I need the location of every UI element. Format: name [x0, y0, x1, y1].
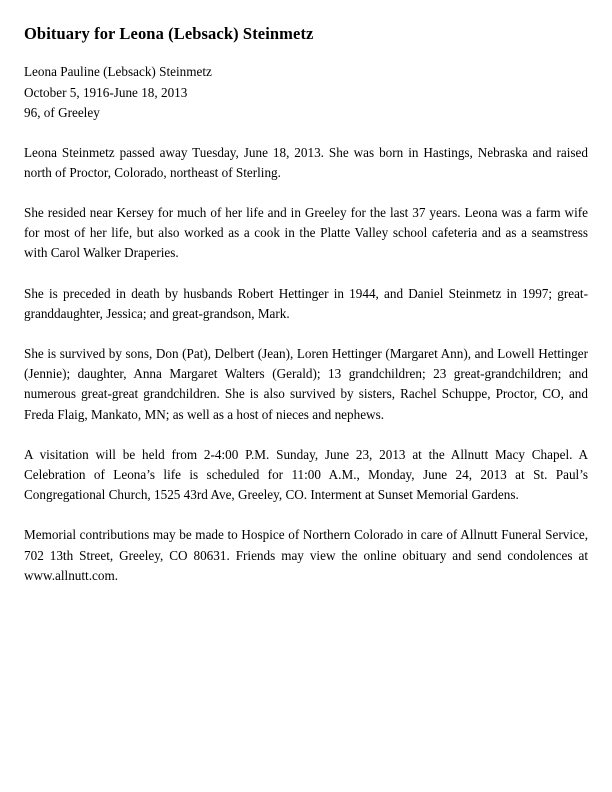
deceased-full-name: Leona Pauline (Lebsack) Steinmetz [24, 64, 212, 79]
page-title: Obituary for Leona (Lebsack) Steinmetz [24, 24, 314, 43]
deceased-age-and-city: 96, of Greeley [24, 105, 100, 120]
paragraph-survived-by: She is survived by sons, Don (Pat), Delbert (Jean), Loren Hettinger (Margaret Ann), and Lowell Hettinger (Jennie); daughter, Anna Margaret Walters (Gerald); 13 grandchildren; 23 great-grandchildren; and numerous great-great grandchildren. She is also survived by sisters, Rachel Schuppe, Proctor, CO, and Freda Flaig, Mankato, MN; as well as a host of nieces and nephews. [24, 345, 588, 422]
deceased-info-block [24, 62, 588, 124]
paragraph-memorial-contributions: Memorial contributions may be made to Hospice of Northern Colorado in care of Allnutt Funeral Service, 702 13th Street, Greeley, CO 80631. Friends may view the online obituary and send condolences at www.allnutt.com. [24, 527, 588, 583]
obituary-body [24, 143, 588, 586]
deceased-life-dates: October 5, 1916-June 18, 2013 [24, 84, 188, 100]
paragraph-services: A visitation will be held from 2-4:00 P.M. Sunday, June 23, 2013 at the Allnutt Macy Chapel. A Celebration of Leona’s life is scheduled for 11:00 A.M., Monday, June 24, 2013 at St. Paul’s Congregational Church, 1525 43rd Ave, Greeley, CO. Interment at Sunset Memorial Gardens. [24, 446, 588, 503]
paragraph-passing-and-birth: Leona Steinmetz passed away Tuesday, June 18, 2013. She was born in Hastings, Nebraska and raised north of Proctor, Colorado, northeast of Sterling. [24, 144, 588, 180]
paragraph-residence-and-work: She resided near Kersey for much of her life and in Greeley for the last 37 years. Leona was a farm wife for most of her life, but also worked as a cook in the Platte Valley school cafeteria and as a seamstress with Carol Walker Draperies. [24, 204, 588, 261]
paragraph-preceded-in-death: She is preceded in death by husbands Robert Hettinger in 1944, and Daniel Steinmetz in 1997; great-granddaughter, Jessica; and great-grandson, Mark. [24, 285, 588, 321]
